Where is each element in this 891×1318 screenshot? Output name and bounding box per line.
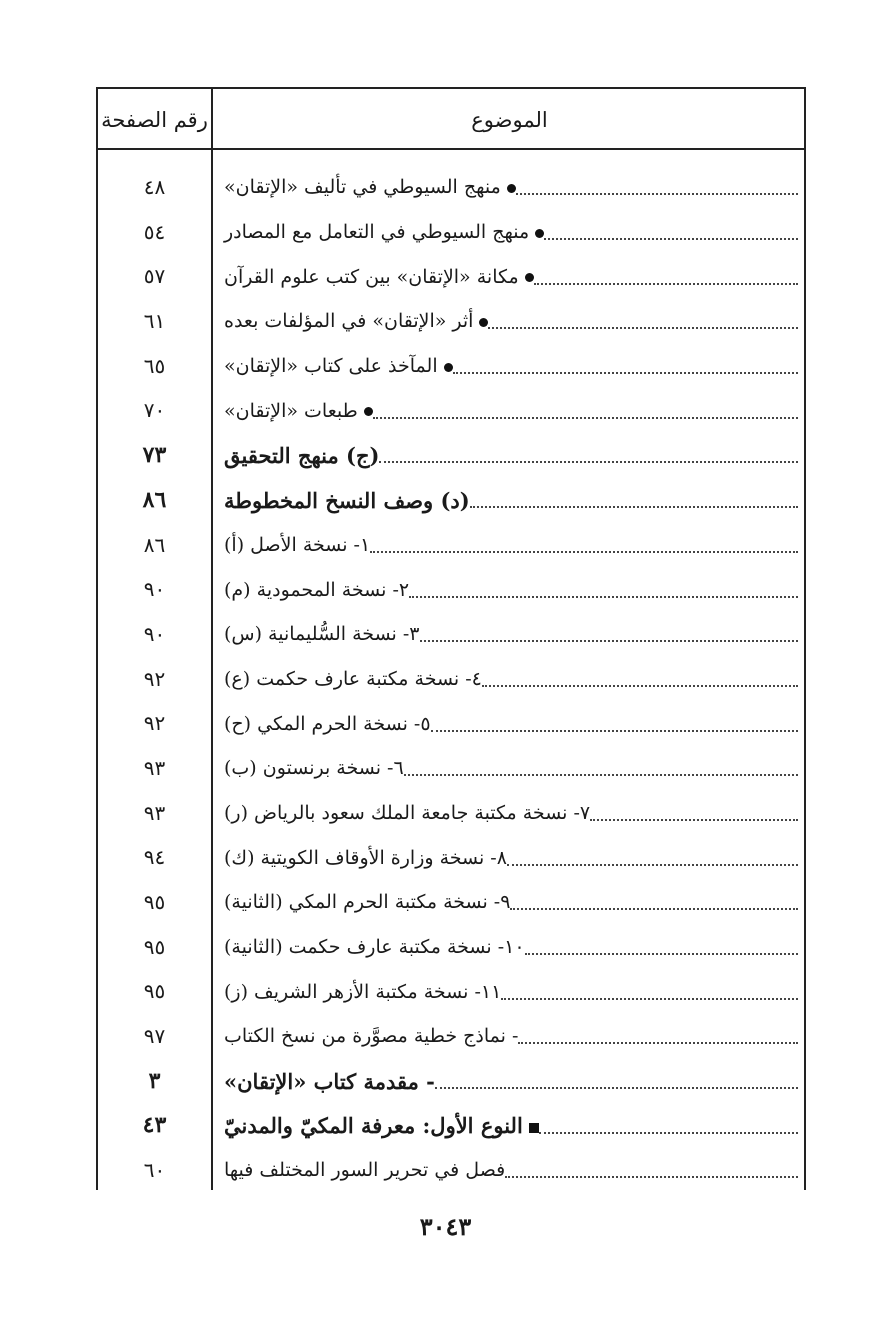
toc-topic-label: (د) وصف النسخ المخطوطة [224,487,470,513]
toc-page-number: ٨٦ [142,486,167,513]
toc-page-number: ٩٣ [143,755,166,780]
dot-leader [525,953,798,955]
toc-topic [220,1059,798,1104]
toc-page-number: ٤٣ [142,1112,167,1139]
toc-page-number: ٩٤ [143,845,166,870]
toc-topic [220,210,798,255]
toc-page-number: ٩٥ [143,934,166,959]
toc-row [98,701,804,746]
dot-leader [539,1132,798,1134]
bullet-icon [479,318,488,327]
toc-row [98,657,804,702]
toc-page-number: ٩٥ [143,890,166,914]
toc-page-number: ٤٨ [143,175,166,199]
toc-row [98,969,804,1014]
toc-page-number: ٩٠ [143,621,166,646]
toc-row [98,791,804,836]
toc-topic-label: أثر «الإتقان» في المؤلفات بعده [224,310,474,333]
toc-page-number: ٩٧ [143,1024,166,1049]
dot-leader [470,506,798,508]
toc-topic-label: - نماذج خطية مصوَّرة من نسخ الكتاب [224,1025,519,1048]
toc-row [98,165,804,210]
bullet-icon [525,273,534,282]
toc-topic-label: منهج السيوطي في تأليف «الإتقان» [224,176,501,199]
toc-topic-label: ١٠- نسخة مكتبة عارف حكمت (الثانية) [224,936,525,959]
toc-topic [220,254,798,299]
toc-page-number: ٩٠ [143,577,166,602]
dot-leader [501,998,798,1000]
toc-topic-label: ١- نسخة الأصل (أ) [224,533,371,556]
toc-row [98,210,804,255]
toc-topic [220,791,798,836]
footer-page-number: ٣٠٤٣ [419,1212,472,1241]
toc-topic [220,925,798,970]
toc-topic-label: ٨- نسخة وزارة الأوقاف الكويتية (ك) [224,846,507,869]
toc-topic-label: ١١- نسخة مكتبة الأزهر الشريف (ز) [224,980,502,1003]
dot-leader [431,730,798,732]
toc-topic [220,880,798,925]
toc-topic [220,165,798,210]
toc-row [98,1014,804,1059]
toc-topic [220,746,798,791]
header-divider [96,148,806,150]
toc-topic-label: ٦- نسخة برنستون (ب) [224,757,404,780]
toc-row [98,567,804,612]
toc-row [98,433,804,478]
dot-leader [518,1042,798,1044]
dot-leader [488,327,798,329]
toc-topic-label: ٢- نسخة المحمودية (م) [224,578,410,601]
toc-row [98,612,804,657]
toc-page-number: ٧٣ [142,442,167,469]
toc-page-number: ٦٥ [143,353,166,378]
toc-topic-label: مكانة «الإتقان» بين كتب علوم القرآن [224,265,519,288]
toc-page-number: ٨٦ [143,532,166,557]
toc-topic [220,344,798,389]
toc-topic-label: طبعات «الإتقان» [224,399,358,422]
toc-topic-label: ٥- نسخة الحرم المكي (ح) [224,712,431,735]
toc-topic-label: ٣- نسخة السُّليمانية (س) [224,623,420,646]
toc-row [98,254,804,299]
dot-leader [379,461,798,463]
dot-leader [420,640,799,642]
toc-topic [220,612,798,657]
bullet-icon [364,407,373,416]
dot-leader [516,193,798,195]
toc-topic-label: فصل في تحرير السور المختلف فيها [224,1159,506,1182]
bullet-icon [444,363,453,372]
toc-page-number: ٩٢ [143,711,166,736]
toc-row [98,880,804,925]
toc-topic-label: المآخذ على كتاب «الإتقان» [224,355,438,378]
toc-page-number: ٣ [148,1067,161,1094]
dot-leader [453,372,798,374]
dot-leader [544,238,798,240]
toc-page-number: ٧٠ [143,398,166,423]
toc-page-number: ٥٤ [143,219,166,244]
dot-leader [534,283,798,285]
dot-leader [510,908,798,910]
toc-topic [220,1103,798,1148]
toc-topic-label: ٩- نسخة مكتبة الحرم المكي (الثانية) [224,891,511,914]
toc-row [98,746,804,791]
toc-rows [98,165,804,1193]
dot-leader [507,864,798,866]
dot-leader [370,551,798,553]
toc-row [98,1059,804,1104]
toc-row [98,835,804,880]
toc-topic [220,969,798,1014]
toc-topic [220,567,798,612]
toc-row [98,523,804,568]
toc-page-number: ٩٣ [143,800,166,825]
toc-topic-label: (ج) منهج التحقيق [224,442,380,468]
dot-leader [590,819,798,821]
toc-row [98,478,804,523]
toc-page-number: ٥٧ [143,264,166,289]
dot-leader [373,417,798,419]
toc-row [98,1148,804,1193]
bullet-icon [535,229,544,238]
toc-row [98,388,804,433]
toc-topic [220,1014,798,1059]
toc-row [98,299,804,344]
toc-topic [220,657,798,702]
toc-topic [220,388,798,433]
bullet-icon [507,184,516,193]
toc-topic [220,433,798,478]
page-column-header: رقم الصفحة [101,108,208,132]
dot-leader [482,685,798,687]
dot-leader [409,596,798,598]
toc-row [98,925,804,970]
toc-topic [220,299,798,344]
toc-topic-label: النوع الأول: معرفة المكيّ والمدنيّ [224,1113,523,1139]
toc-topic-label: ٧- نسخة مكتبة جامعة الملك سعود بالرياض (ر) [224,801,591,824]
toc-page-number: ٦١ [143,309,166,334]
toc-topic [220,835,798,880]
toc-row [98,1103,804,1148]
toc-row [98,344,804,389]
toc-topic [220,701,798,746]
square-bullet-icon [529,1123,539,1133]
toc-topic-label: ٤- نسخة مكتبة عارف حكمت (ع) [224,667,482,690]
dot-leader [435,1087,798,1089]
toc-topic-label: - مقدمة كتاب «الإتقان» [224,1068,435,1094]
dot-leader [505,1176,798,1178]
dot-leader [404,774,798,776]
topic-column-header: الموضوع [471,108,548,132]
toc-page-number: ٩٢ [143,666,166,691]
toc-topic [220,523,798,568]
toc-topic [220,478,798,523]
toc-page-number: ٩٥ [143,979,166,1004]
toc-topic-label: منهج السيوطي في التعامل مع المصادر [224,221,530,244]
toc-topic [220,1148,798,1193]
toc-page-number: ٦٠ [143,1158,166,1183]
